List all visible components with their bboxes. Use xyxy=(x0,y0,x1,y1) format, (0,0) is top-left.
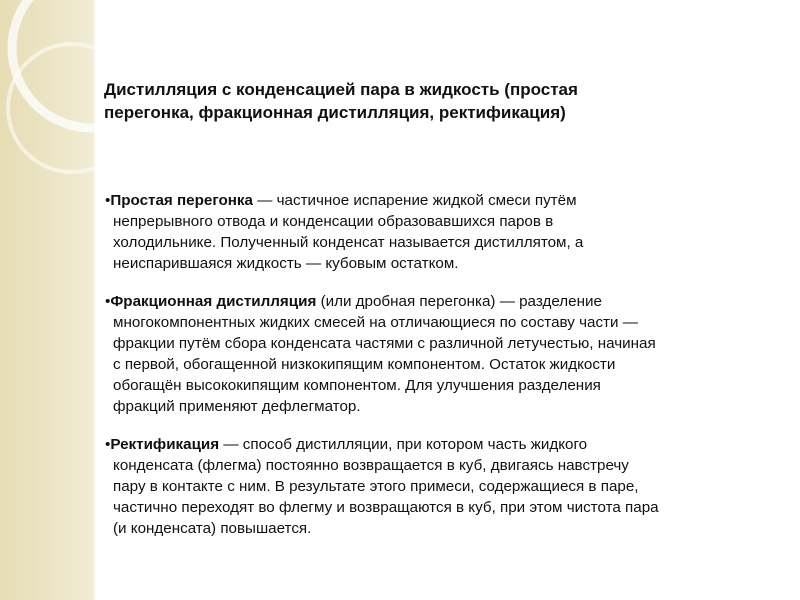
item-text: — способ дистилляции, при котором часть жидкого xyxy=(219,436,588,453)
item-text: — частичное испарение жидкой смеси путём xyxy=(252,192,577,209)
item-line: непрерывного отвода и конденсации образовавшихся паров в xyxy=(113,213,554,230)
list-item-simple-distillation xyxy=(104,190,753,274)
item-term: Простая перегонка xyxy=(110,192,253,209)
slide-content xyxy=(104,78,784,556)
item-line: обогащён высококипящим компонентом. Для улучшения разделения xyxy=(113,377,601,394)
definition-list xyxy=(104,190,784,539)
side-panel xyxy=(0,0,93,600)
item-term: Ректификация xyxy=(110,436,220,453)
item-line: фракций применяют дефлегматор. xyxy=(113,398,361,415)
heading-line: перегонка, фракционная дистилляция, ректификация) xyxy=(104,103,566,122)
item-line: с первой, обогащенной низкокипящим компонентом. Остаток жидкости xyxy=(113,356,616,373)
side-panel-divider xyxy=(93,0,95,600)
item-line: частично переходят во флегму и возвращаются в куб, при этом чистота пара xyxy=(113,499,659,516)
bullet-marker: • xyxy=(105,436,111,453)
list-item-rectification xyxy=(104,434,753,539)
item-line: неиспарившаяся жидкость — кубовым остатком. xyxy=(113,255,459,272)
item-first-line xyxy=(105,434,753,455)
item-text: (или дробная перегонка) — разделение xyxy=(316,293,602,310)
item-first-line xyxy=(105,190,753,211)
item-line: многокомпонентных жидких смесей на отличающиеся по составу части — xyxy=(113,314,638,331)
item-line: холодильнике. Полученный конденсат называется дистиллятом, а xyxy=(113,234,584,251)
item-term: Фракционная дистилляция xyxy=(110,293,317,310)
item-line: конденсата (флегма) постоянно возвращается в куб, двигаясь навстречу xyxy=(113,457,629,474)
slide-heading xyxy=(104,78,704,124)
heading-line: Дистилляция с конденсацией пара в жидкость (простая xyxy=(104,80,578,99)
item-first-line xyxy=(105,291,753,312)
bullet-marker: • xyxy=(105,192,111,209)
bullet-marker: • xyxy=(105,293,111,310)
item-line: пару в контакте с ним. В результате этого примеси, содержащиеся в паре, xyxy=(113,478,639,495)
list-item-fractional-distillation xyxy=(104,291,753,417)
item-line: (и конденсата) повышается. xyxy=(113,520,312,537)
item-line: фракции путём сбора конденсата частями с различной летучестью, начиная xyxy=(113,335,656,352)
